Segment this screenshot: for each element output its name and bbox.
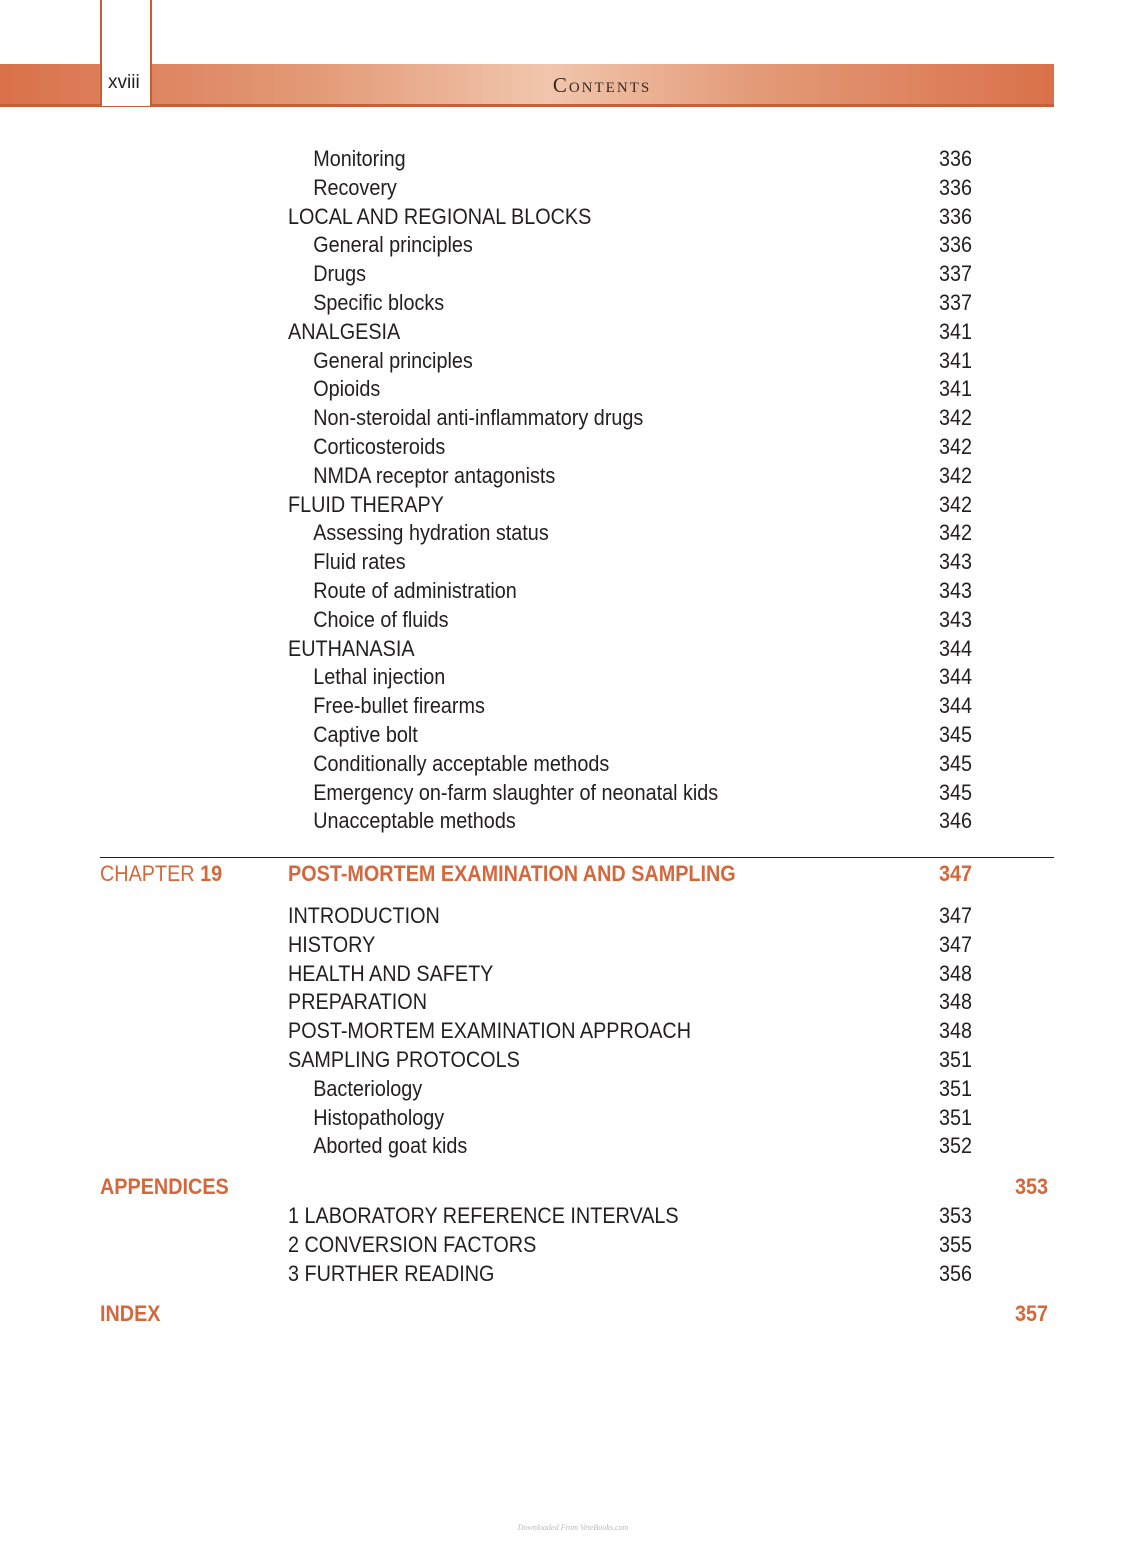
footer-watermark: Downloaded From VetеBooks.com	[517, 1523, 629, 1532]
toc-entry-page: 353	[938, 1203, 972, 1228]
toc-entry[interactable]	[288, 605, 972, 634]
toc-entry-title: Corticosteroids	[313, 434, 446, 459]
running-head: Contents	[552, 73, 652, 97]
toc-entry-title: POST-MORTEM EXAMINATION APPROACH	[288, 1018, 692, 1044]
toc-entry[interactable]	[288, 1074, 972, 1103]
toc-entry-page: 343	[938, 549, 972, 575]
toc-entry-page: 351	[938, 1047, 972, 1072]
toc-entry-page: 344	[938, 693, 972, 719]
toc-entry-title: Non-steroidal anti-inflammatory drugs	[313, 405, 644, 431]
toc-entry-page: 337	[938, 261, 972, 287]
chapter-title-row[interactable]	[288, 859, 972, 888]
toc-entry-page: 356	[938, 1260, 972, 1286]
toc-entry-page: 344	[938, 635, 972, 661]
index-page: 357	[1014, 1301, 1048, 1326]
toc-entry-title: Bacteriology	[313, 1075, 423, 1101]
toc-entry-page: 344	[938, 664, 972, 690]
toc-entry[interactable]	[288, 547, 972, 576]
toc-entry-title: Fluid rates	[313, 549, 406, 575]
toc-entry-title: Conditionally acceptable methods	[313, 750, 610, 776]
toc-entry-title: INTRODUCTION	[288, 903, 440, 928]
toc-entry-title: Opioids	[313, 376, 381, 402]
toc-entry[interactable]	[288, 374, 972, 403]
toc-entry[interactable]	[288, 230, 972, 259]
toc-entry-page: 342	[938, 520, 972, 546]
toc-entry-page: 348	[938, 989, 972, 1015]
toc-entry-title: 3 FURTHER READING	[288, 1260, 495, 1286]
toc-entry-page: 348	[938, 960, 972, 986]
toc-entry[interactable]	[288, 930, 972, 959]
toc-entry-page: 348	[938, 1018, 972, 1044]
toc-entry-title: Aborted goat kids	[313, 1133, 468, 1159]
toc-entry[interactable]	[288, 576, 972, 605]
toc-entry-page: 345	[938, 750, 972, 776]
toc-entry[interactable]	[288, 778, 972, 807]
toc-entry-page: 342	[938, 434, 972, 459]
toc-entry[interactable]	[288, 1131, 972, 1160]
toc-entry[interactable]	[288, 259, 972, 288]
toc-entry[interactable]	[288, 1103, 972, 1132]
toc-entry[interactable]	[288, 288, 972, 317]
toc-entry-title: HEALTH AND SAFETY	[288, 960, 494, 986]
chapter-rule	[100, 857, 1054, 858]
toc-entry[interactable]	[288, 720, 972, 749]
toc-entry-title: LOCAL AND REGIONAL BLOCKS	[288, 203, 592, 229]
chapter-number: 19	[200, 861, 223, 886]
toc-entry[interactable]	[288, 691, 972, 720]
toc-entry-title: EUTHANASIA	[288, 635, 415, 661]
toc-entry-page: 336	[938, 146, 972, 171]
toc-entry-title: General principles	[313, 232, 473, 258]
toc-entry[interactable]	[288, 173, 972, 202]
toc-entry-page: 352	[938, 1133, 972, 1159]
toc-entry-title: Monitoring	[313, 146, 406, 171]
toc-entry-title: NMDA receptor antagonists	[313, 462, 556, 488]
toc-entry-title: Specific blocks	[313, 290, 445, 315]
toc-entry-title: General principles	[313, 347, 473, 373]
toc-entry[interactable]	[288, 317, 972, 346]
toc-entry[interactable]	[288, 1259, 972, 1288]
page-folio: xviii	[108, 72, 140, 93]
toc-entry-title: ANALGESIA	[288, 318, 401, 344]
toc-entry-page: 342	[938, 462, 972, 488]
toc-entry-page: 337	[938, 290, 972, 315]
toc-entry[interactable]	[288, 1016, 972, 1045]
toc-entry[interactable]	[288, 403, 972, 432]
toc-entry[interactable]	[288, 806, 972, 835]
toc-entry-page: 342	[938, 405, 972, 431]
chapter-word: CHAPTER	[100, 861, 195, 886]
toc-entry[interactable]	[288, 1230, 972, 1259]
toc-entry-title: Recovery	[313, 174, 397, 200]
toc-entry[interactable]	[288, 1045, 972, 1074]
toc-entry[interactable]	[288, 1201, 972, 1230]
toc-entry[interactable]	[288, 202, 972, 231]
toc-entry-page: 347	[938, 931, 972, 957]
toc-entry-page: 345	[938, 722, 972, 747]
toc-entry-title: SAMPLING PROTOCOLS	[288, 1047, 520, 1072]
toc-entry-page: 347	[938, 903, 972, 928]
toc-entry[interactable]	[288, 662, 972, 691]
index-label[interactable]: INDEX	[100, 1301, 161, 1326]
toc-entry[interactable]	[288, 987, 972, 1016]
toc-entry-page: 341	[938, 376, 972, 402]
toc-entry[interactable]	[288, 346, 972, 375]
toc-entry[interactable]	[288, 432, 972, 461]
toc-entry-title: Drugs	[313, 261, 367, 287]
toc-entry-title: Assessing hydration status	[313, 520, 549, 546]
toc-entry[interactable]	[288, 518, 972, 547]
toc-entry[interactable]	[288, 461, 972, 490]
toc-entry-page: 336	[938, 203, 972, 229]
toc-entry[interactable]	[288, 901, 972, 930]
toc-entry-page: 351	[938, 1104, 972, 1130]
toc-entry-title: Route of administration	[313, 578, 517, 603]
toc-entry-title: 2 CONVERSION FACTORS	[288, 1231, 537, 1257]
chapter-label	[100, 859, 222, 888]
appendices-label[interactable]: APPENDICES	[100, 1174, 229, 1199]
toc-entry[interactable]	[288, 959, 972, 988]
chapter-page: 347	[938, 861, 972, 886]
toc-entry[interactable]	[288, 144, 972, 173]
chapter-title: POST-MORTEM EXAMINATION AND SAMPLING	[288, 861, 736, 886]
toc-entry[interactable]	[288, 634, 972, 663]
toc-entry-title: Histopathology	[313, 1104, 445, 1130]
toc-entry-page: 336	[938, 174, 972, 200]
toc-entry-title: Choice of fluids	[313, 606, 449, 632]
toc-entry-page: 351	[938, 1075, 972, 1101]
toc-entry-page: 341	[938, 318, 972, 344]
toc-entry-title: Unacceptable methods	[313, 808, 516, 834]
toc-entry[interactable]	[288, 490, 972, 519]
toc-entry-title: Free-bullet firearms	[313, 693, 485, 719]
toc-entry[interactable]	[288, 749, 972, 778]
toc-entry-page: 342	[938, 491, 972, 517]
toc-entry-title: FLUID THERAPY	[288, 491, 444, 517]
toc-entry-title: Lethal injection	[313, 664, 446, 690]
toc-entry-title: Captive bolt	[313, 722, 418, 747]
toc-entry-title: HISTORY	[288, 931, 376, 957]
toc-entry-page: 346	[938, 808, 972, 834]
appendices-page: 353	[1014, 1174, 1048, 1199]
toc-entry-title: 1 LABORATORY REFERENCE INTERVALS	[288, 1203, 679, 1228]
toc-entry-page: 336	[938, 232, 972, 258]
toc-entry-title: PREPARATION	[288, 989, 427, 1015]
toc-entry-title: Emergency on-farm slaughter of neonatal kids	[313, 779, 719, 805]
toc-entry-page: 341	[938, 347, 972, 373]
toc-entry-page: 345	[938, 779, 972, 805]
toc-entry-page: 343	[938, 578, 972, 603]
toc-entry-page: 355	[938, 1231, 972, 1257]
toc-entry-page: 343	[938, 606, 972, 632]
